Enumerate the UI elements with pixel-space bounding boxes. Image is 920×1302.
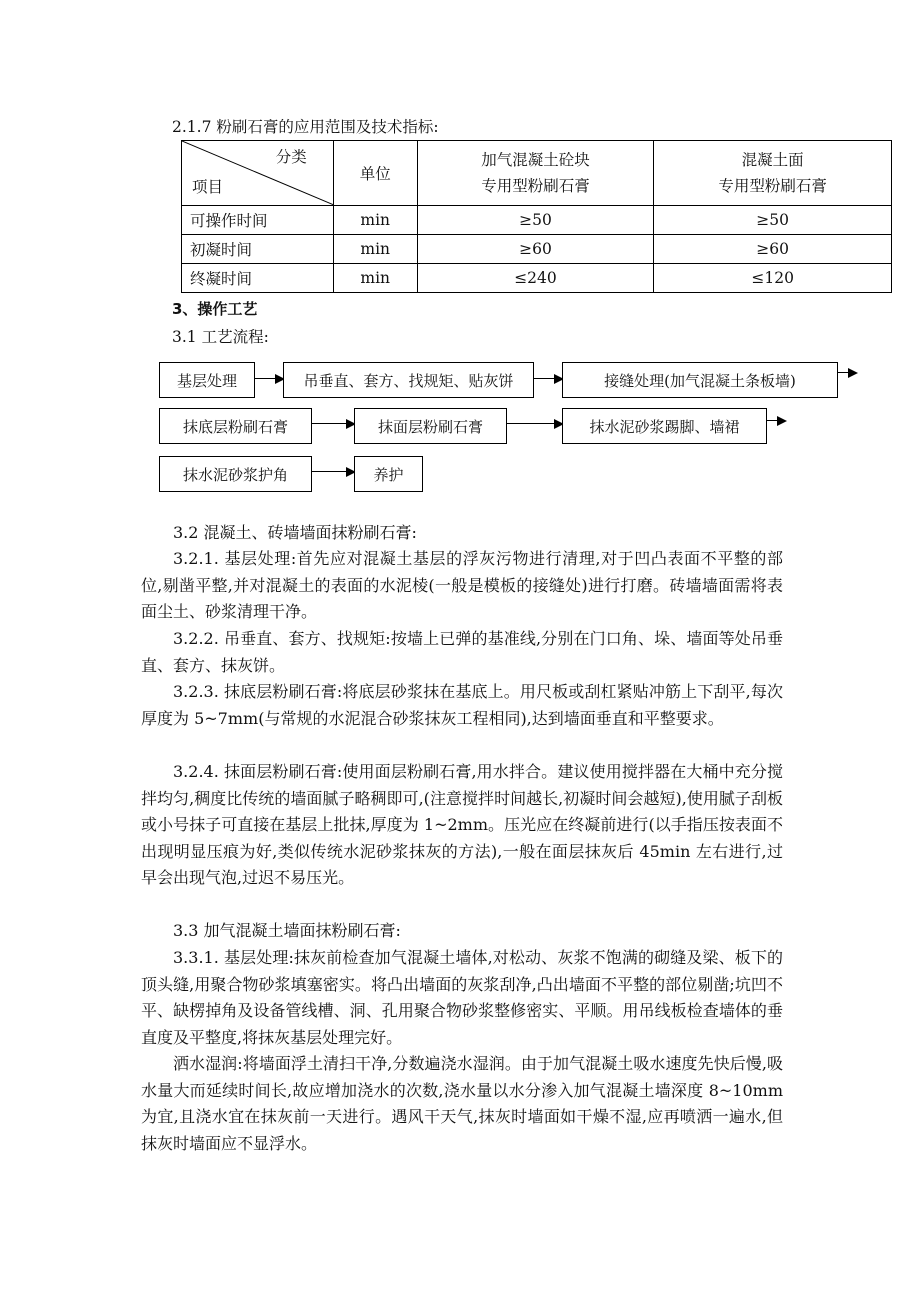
col2-header-line1: 混凝土面 xyxy=(741,151,804,169)
row-item: 初凝时间 xyxy=(182,235,334,264)
flow-arrow xyxy=(534,378,562,379)
col1-header xyxy=(417,141,654,206)
corner-cell xyxy=(182,141,334,206)
corner-category-label: 分类 xyxy=(275,148,307,166)
subheading-32: 3.2 混凝土、砖墙墙面抹粉刷石膏: xyxy=(173,523,417,542)
row-item: 可操作时间 xyxy=(182,206,334,235)
flow-arrow xyxy=(255,378,283,379)
table-row xyxy=(182,264,892,293)
flow-box-skirting: 抹水泥砂浆踢脚、墙裙 xyxy=(562,408,767,444)
flow-box-corner-guard: 抹水泥砂浆护角 xyxy=(159,456,312,492)
table-row xyxy=(182,206,892,235)
row-unit: min xyxy=(333,206,417,235)
row-value-1: ≥50 xyxy=(417,206,654,235)
flow-box-curing: 养护 xyxy=(354,456,423,492)
flow-box-finish-coat: 抹面层粉刷石膏 xyxy=(354,408,507,444)
paragraph-321: 3.2.1. 基层处理:首先应对混凝土基层的浮灰污物进行清理,对于凹凸表面不平整的部位,剔凿平整,并对混凝土的表面的水泥棱(一般是模板的接缝处)进行打磨。砖墙墙面需将表面尘土、砂浆清理干净。 xyxy=(141,549,783,621)
corner-item-label: 项目 xyxy=(192,178,224,196)
col1-header-line2: 专用型粉刷石膏 xyxy=(481,177,590,195)
col2-header xyxy=(654,141,892,206)
paragraph-water: 洒水湿润:将墙面浮土清扫干净,分数遍浇水湿润。由于加气混凝土吸水速度先快后慢,吸水量大而延续时间长,故应增加浇水的次数,浇水量以水分渗入加气混凝土墙深度 8~10mm 为宜,且浇水宜在抹灰前一天进行。遇风干天气,抹灰时墙面如干燥不湿,应再喷洒一遍水,但抹灰时墙面应不显浮水。 xyxy=(141,1054,783,1153)
flow-arrow xyxy=(507,423,562,424)
row-unit: min xyxy=(333,235,417,264)
row-value-2: ≥50 xyxy=(654,206,892,235)
row-item: 终凝时间 xyxy=(182,264,334,293)
col1-header-line1: 加气混凝土砼块 xyxy=(481,151,590,169)
section-title-217: 2.1.7 粉刷石膏的应用范围及技术指标: xyxy=(172,118,439,136)
row-value-2: ≥60 xyxy=(654,235,892,264)
paragraph-322: 3.2.2. 吊垂直、套方、找规矩:按墙上已弹的基准线,分别在门口角、垛、墙面等处吊垂直、套方、抹灰饼。 xyxy=(141,629,783,675)
paragraph-324: 3.2.4. 抹面层粉刷石膏:使用面层粉刷石膏,用水拌合。建议使用搅拌器在大桶中充分搅拌均匀,稠度比传统的墙面腻子略稠即可,(注意搅拌时间越长,初凝时间会越短),使用腻子刮板或小号抹子可直接在基层上批抹,厚度为 1~2mm。压光应在终凝前进行(以手指压按表面不出现明显压痕为好,类似传统水泥砂浆抹灰的方法),一般在面层抹灰后 45min 左右进行,过早会出现气泡,过迟不易压光。 xyxy=(141,762,783,887)
row-unit: min xyxy=(333,264,417,293)
row-value-2: ≤120 xyxy=(654,264,892,293)
flow-arrow xyxy=(838,372,856,373)
table-header-row xyxy=(182,141,892,206)
flow-arrow xyxy=(312,471,354,472)
unit-header: 单位 xyxy=(333,141,417,206)
table-row xyxy=(182,235,892,264)
row-value-1: ≥60 xyxy=(417,235,654,264)
flow-arrow xyxy=(767,420,785,421)
paragraph-323: 3.2.3. 抹底层粉刷石膏:将底层砂浆抹在基底上。用尺板或刮杠紧贴冲筋上下刮平,每次厚度为 5~7mm(与常规的水泥混合砂浆抹灰工程相同),达到墙面垂直和平整要求。 xyxy=(141,682,783,728)
paragraph-331: 3.3.1. 基层处理:抹灰前检查加气混凝土墙体,对松动、灰浆不饱满的砌缝及梁、板下的顶头缝,用聚合物砂浆填塞密实。将凸出墙面的灰浆刮净,凸出墙面不平整的部位剔凿;坑凹不平、缺楞掉角及设备管线槽、洞、孔用聚合物砂浆整修密实、平顺。用吊线板检查墙体的垂直度及平整度,将抹灰基层处理完好。 xyxy=(141,948,783,1047)
col2-header-line2: 专用型粉刷石膏 xyxy=(718,177,827,195)
section-heading-3: 3、操作工艺 xyxy=(172,300,258,318)
row-value-1: ≤240 xyxy=(417,264,654,293)
subheading-33: 3.3 加气混凝土墙面抹粉刷石膏: xyxy=(173,921,401,940)
flow-box-base-treatment: 基层处理 xyxy=(159,362,255,398)
flow-box-joint-treatment: 接缝处理(加气混凝土条板墙) xyxy=(562,362,838,398)
spec-table xyxy=(181,140,892,293)
flow-box-base-coat: 抹底层粉刷石膏 xyxy=(159,408,312,444)
subheading-31: 3.1 工艺流程: xyxy=(172,328,269,346)
flow-arrow xyxy=(312,423,354,424)
flow-box-plumb-square: 吊垂直、套方、找规矩、贴灰饼 xyxy=(283,362,534,398)
